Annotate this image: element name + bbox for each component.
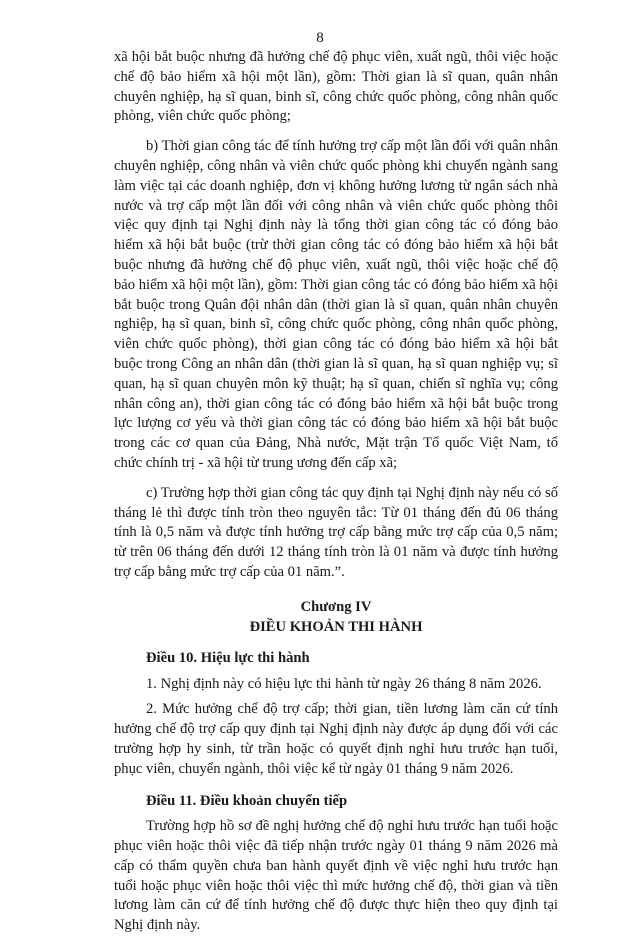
- article-10-clause-1: 1. Nghị định này có hiệu lực thi hành từ ngày 26 tháng 8 năm 2026.: [146, 675, 542, 692]
- paragraph-b: b) Thời gian công tác để tính hưởng trợ cấp một lần đối với quân nhân chuyên nghiệp, công nhân và viên chức quốc phòng khi chuyển ngành sang làm việc tại các doanh nghiệp, đơn vị không hưởng lương từ ngân sách nhà nước và trợ cấp một lần đối với công nhân và viên chức quốc phòng thôi việc quy định tại Nghị định này là tổng thời gian công tác có đóng bảo hiểm xã hội bắt buộc (trừ thời gian công tác có đóng bảo hiểm xã hội bắt buộc nhưng đã hưởng chế độ phục viên, xuất ngũ, thôi việc hoặc chế độ bảo hiểm xã hội một lần), gồm: Thời gian công tác có đóng bảo hiểm xã hội bắt buộc trong Quân đội nhân dân (thời gian là sĩ quan, quân nhân chuyên nghiệp, hạ sĩ quan, binh sĩ, công chức quốc phòng, công nhân quốc phòng, viên chức quốc phòng), thời gian công tác có đóng bảo hiểm xã hội bắt buộc trong Công an nhân dân (thời gian là sĩ quan, hạ sĩ quan nghiệp vụ; sĩ quan, hạ sĩ quan chuyên môn kỹ thuật; hạ sĩ quan, chiến sĩ nghĩa vụ; công nhân công an), thời gian công tác có đóng bảo hiểm xã hội bắt buộc trong lực lượng cơ yếu và thời gian công tác có đóng bảo hiểm xã hội bắt buộc trong các cơ quan của Đảng, Nhà nước, Mặt trận Tổ quốc Việt Nam, tổ chức chính trị - xã hội từ trung ương đến cấp xã;: [114, 138, 558, 471]
- document-body: [114, 48, 558, 936]
- page-number: 8: [316, 30, 324, 46]
- chapter-number: Chương IV: [300, 598, 372, 615]
- article-10-heading: Điều 10. Hiệu lực thi hành: [146, 649, 310, 666]
- paragraph-continuation: xã hội bắt buộc nhưng đã hưởng chế độ phục viên, xuất ngũ, thôi việc hoặc chế độ bảo hiểm xã hội một lần), gồm: Thời gian là sĩ quan, quân nhân chuyên nghiệp, hạ sĩ quan, binh sĩ, công chức quốc phòng, công nhân quốc phòng, viên chức quốc phòng;: [114, 49, 558, 125]
- chapter-heading: [114, 597, 558, 637]
- article-11-heading: Điều 11. Điều khoản chuyển tiếp: [146, 792, 348, 809]
- article-10-clause-2: 2. Mức hưởng chế độ trợ cấp; thời gian, tiền lương làm căn cứ tính hưởng chế độ trợ cấp quy định tại Nghị định này được áp dụng đối với các trường hợp hy sinh, từ trần hoặc có quyết định nghỉ hưu trước hạn tuổi, phục viên, chuyển ngành, thôi việc kể từ ngày 01 tháng 9 năm 2026.: [114, 701, 558, 777]
- chapter-title: ĐIỀU KHOẢN THI HÀNH: [249, 618, 423, 635]
- article-11-body: Trường hợp hồ sơ đề nghị hưởng chế độ nghỉ hưu trước hạn tuổi hoặc phục viên hoặc thôi việc đã tiếp nhận trước ngày 01 tháng 9 năm 2026 mà cấp có thẩm quyền chưa ban hành quyết định về việc nghỉ hưu trước hạn tuổi hoặc phục viên hoặc thôi việc thì mức hưởng chế độ, thời gian và tiền lương làm căn cứ để tính hưởng chế độ được thực hiện theo quy định tại Nghị định này.: [114, 818, 558, 934]
- paragraph-c: c) Trường hợp thời gian công tác quy định tại Nghị định này nếu có số tháng lẻ thì được tính tròn theo nguyên tắc: Từ 01 tháng đến đủ 06 tháng tính là 0,5 năm và được tính hưởng trợ cấp bằng mức trợ cấp của 0,5 năm; từ trên 06 tháng đến dưới 12 tháng tính tròn là 01 năm và được tính hưởng trợ cấp bằng mức trợ cấp của 01 năm.”.: [114, 484, 558, 580]
